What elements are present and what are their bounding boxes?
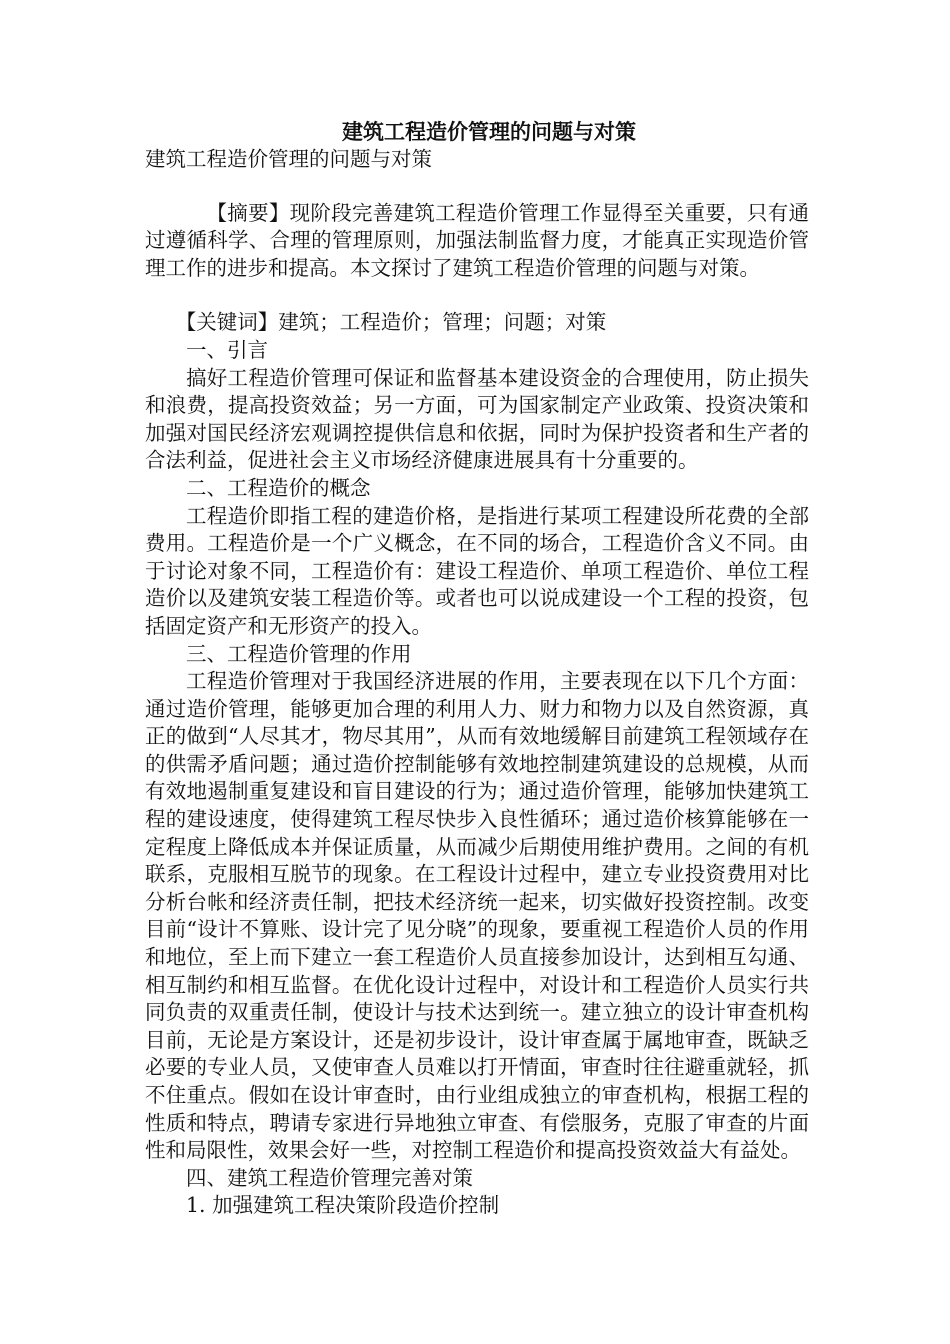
section-heading-introduction: 一、引言 xyxy=(186,337,268,362)
section-heading-role: 三、工程造价管理的作用 xyxy=(186,641,412,666)
section-body-role: 工程造价管理对于我国经济进展的作用，主要表现在以下几个方面：通过造价管理，能够更加合理的利用人力、财力和物力以及自然资源，真正的做到“人尽其才，物尽其用”，从而有效地缓解目前建筑工程领域存在的供需矛盾问题；通过造价控制能够有效地控制建筑建设的总规模，从而有效地遏制重复建设和盲目建设的行为；通过造价管理，能够加快建筑工程的建设速度，使得建筑工程尽快步入良性循环；通过造价核算能够在一定程度上降低成本并保证质量，从而减少后期使用维护费用。之间的有机联系，克服相互脱节的现象。在工程设计过程中，建立专业投资费用对比分析台帐和经济责任制，把技术经济统一起来，切实做好投资控制。改变目前“设计不算账、设计完了见分晓”的现象，要重视工程造价人员的作用和地位，至上而下建立一套工程造价人员直接参加设计，达到相互勾通、相互制约和相互监督。在优化设计过程中，对设计和工程造价人员实行共同负责的双重责任制，使设计与技术达到统一。建立独立的设计审查机构目前，无论是方案设计，还是初步设计，设计审查属于属地审查，既缺乏必要的专业人员，又使审查人员难以打开情面，审查时往往避重就轻，抓不住重点。假如在设计审查时，由行业组成独立的审查机构，根据工程的性质和特点，聘请专家进行异地独立审查、有偿服务，克服了审查的片面性和局限性，效果会好一些，对控制工程造价和提高投资效益大有益处。 xyxy=(145,669,809,1163)
section-body-introduction: 搞好工程造价管理可保证和监督基本建设资金的合理使用，防止损失和浪费，提高投资效益；另一方面，可为国家制定产业政策、投资决策和加强对国民经济宏观调控提供信息和依据，同时为保护投资者和生产者的合法利益，促进社会主义市场经济健康进展具有十分重要的。 xyxy=(145,365,809,473)
subsection-heading-decision-stage: 1. 加强建筑工程决策阶段造价控制 xyxy=(186,1193,500,1218)
section-body-concept: 工程造价即指工程的建造价格，是指进行某项工程建设所花费的全部费用。工程造价是一个广义概念，在不同的场合，工程造价含义不同。由于讨论对象不同，工程造价有：建设工程造价、单项工程造价、单位工程造价以及建筑安装工程造价等。或者也可以说成建设一个工程的投资，包括固定资产和无形资产的投入。 xyxy=(145,503,809,638)
document-title: 建筑工程造价管理的问题与对策 xyxy=(342,119,636,144)
section-heading-concept: 二、工程造价的概念 xyxy=(186,475,371,500)
document-subtitle: 建筑工程造价管理的问题与对策 xyxy=(145,147,432,171)
section-heading-measures: 四、建筑工程造价管理完善对策 xyxy=(186,1165,473,1190)
keywords-line: 【关键词】建筑；工程造价；管理；问题；对策 xyxy=(175,310,607,335)
abstract-paragraph: 【摘要】现阶段完善建筑工程造价管理工作显得至关重要，只有通过遵循科学、合理的管理原则，加强法制监督力度，才能真正实现造价管理工作的进步和提高。本文探讨了建筑工程造价管理的问题与对策。 xyxy=(145,200,809,280)
document-page xyxy=(145,118,809,1220)
